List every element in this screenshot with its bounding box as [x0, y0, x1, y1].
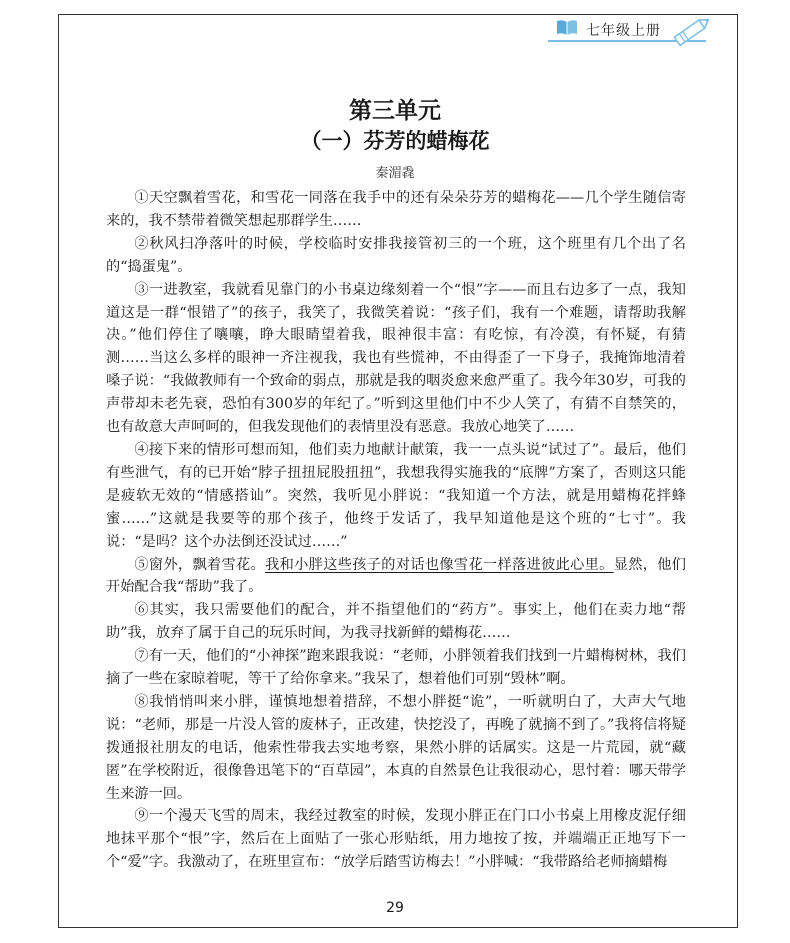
author-name: 秦湄毳	[375, 166, 415, 181]
paragraph-8: ⑧我悄悄叫来小胖，谨慎地想着措辞，不想小胖挺“诡”，一听就明白了，大声大气地说：“老师，那是一片没人管的废林子，正改建，快挖没了，再晚了就摘不到了。”我将信将疑拨通报社朋友的电话，他索性带我去实地考察，果然小胖的话属实。这是一片荒园，就“藏匿”在学校附近，很像鲁迅笔下的“百草园”，本真的自然景色让我很动心，思忖着：哪天带学生来游一回。	[106, 693, 686, 802]
lesson-title: （一）芬芳的蜡梅花	[300, 129, 490, 153]
paragraph-5-tail: 显然，他们开始配合我“帮助”我了。	[106, 556, 686, 596]
pencil-icon	[670, 12, 714, 50]
paragraph-6: ⑥其实，我只需要他们的配合，并不指望他们的“药方”。事实上，他们在卖力地“帮助”我，放弃了属于自己的玩乐时间，为我寻找新鲜的蜡梅花……	[106, 602, 686, 642]
paragraph-5-lead: ⑤窗外，飘着雪花。	[134, 556, 266, 573]
grade-label: 七年级上册	[586, 23, 661, 39]
paragraph-5	[106, 554, 686, 600]
page-number: 29	[386, 900, 404, 916]
paragraph-1: ①天空飘着雪花，和雪花一同落在我手中的还有朵朵芬芳的蜡梅花——几个学生随信寄来的，我不禁带着微笑想起那群学生……	[106, 190, 686, 229]
header-tab	[548, 6, 688, 42]
article-body	[106, 187, 686, 874]
paragraph-4: ④接下来的情形可想而知，他们卖力地献计献策，我一一点头说“试过了”。最后，他们有些泄气，有的已开始“脖子扭扭屁股扭扭”，我想我得实施我的“底牌”方案了，否则这只能是疲软无效的“情感搭讪”。突然，我听见小胖说：“我知道一个方法，就是用蜡梅花拌蜂蜜……”这就是我要等的那个孩子，他终于发话了，我早知道他是这个班的“七寸”。我说：“是吗？这个办法倒还没试过……”	[106, 441, 686, 550]
paragraph-3: ③一进教室，我就看见靠门的小书桌边缘刻着一个“恨”字——而且右边多了一点，我知道这是一群“恨错了”的孩子，我笑了，我微笑着说：“孩子们，我有一个难题，请帮助我解决。”他们停住了嚷嚷，睁大眼睛望着我，眼神很丰富：有吃惊，有冷漠，有怀疑，有猜测……当这么多样的眼神一齐注视我，我也有些慌神，不由得歪了一下身子，我掩饰地清着嗓子说：“我做教师有一个致命的弱点，那就是我的咽炎愈来愈严重了。我今年30岁，可我的声带却未老先衰，恐怕有300岁的年纪了。”听到这里他们中不少人笑了，有猜不自禁笑的，也有故意大声呵呵的，但我发现他们的表情里没有恶意。我放心地笑了……	[106, 281, 686, 436]
open-book-icon	[556, 18, 578, 36]
unit-title: 第三单元	[349, 98, 441, 124]
paragraph-9: ⑨一个漫天飞雪的周末，我经过教室的时候，发现小胖正在门口小书桌上用橡皮泥仔细地抹平那个“恨”字，然后在上面贴了一张心形贴纸，用力地按了按，并端端正正地写下一个“爱”字。我激动了，在班里宣布：“放学后踏雪访梅去！”小胖喊：“我带路给老师摘蜡梅	[106, 808, 686, 871]
paragraph-7: ⑦有一天，他们的“小神探”跑来跟我说：“老师，小胖领着我们找到一片蜡梅树林，我们摘了一些在家晾着呢，等干了给你拿来。”我呆了，想着他们可别“毁林”啊。	[106, 648, 686, 688]
paragraph-2: ②秋风扫净落叶的时候，学校临时安排我接管初三的一个班，这个班里有几个出了名的“捣蛋鬼”。	[106, 235, 686, 275]
underlined-sentence: 我和小胖这些孩子的对话也像雪花一样落进彼此心里。	[265, 556, 614, 573]
